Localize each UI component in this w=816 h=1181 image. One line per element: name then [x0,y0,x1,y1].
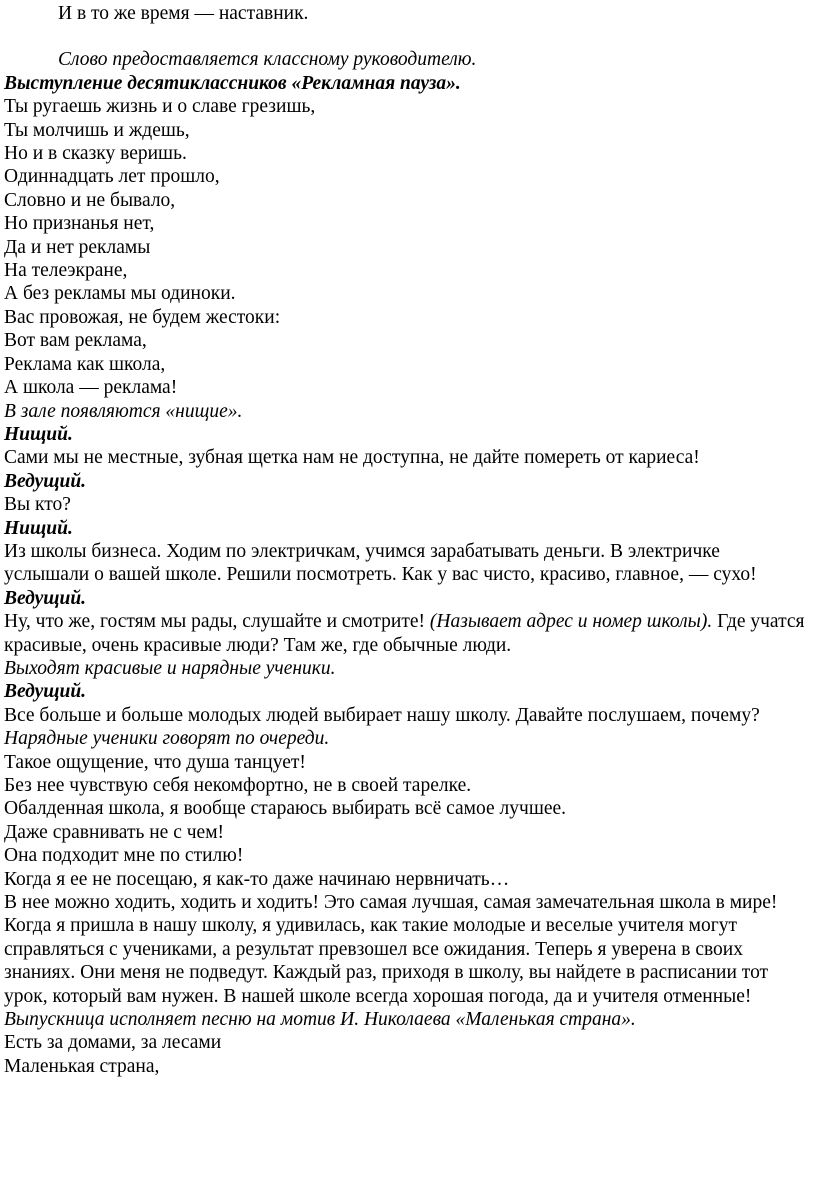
speaker-label: Ведущий. [4,470,87,492]
poem-line: Словно и не бывало, [4,189,176,211]
speaker-label: Нищий. [4,423,73,445]
stage-direction: Слово предоставляется классному руководителю. [58,49,477,71]
poem-line: А без рекламы мы одиноки. [4,283,236,305]
dialogue-line: Вы кто? [4,494,71,516]
dialogue-line: Из школы бизнеса. Ходим по электричкам, учимся зарабатывать деньги. В электричке услышали о вашей школе. Решили посмотреть. Как у вас чисто, красиво, главное, — сухо! [4,540,757,586]
dialogue-line: Когда я ее не посещаю, я как-то даже начинаю нервничать… [4,868,510,890]
speaker-label: Нищий. [4,517,73,539]
poem-line: Да и нет рекламы [4,236,151,258]
stage-direction: В зале появляются «нищие». [4,400,243,422]
text-line: И в то же время — наставник. [58,3,309,24]
dialogue-line: В нее можно ходить, ходить и ходить! Это самая лучшая, самая замечательная школа в мире! [4,892,778,914]
dialogue-line: Все больше и больше молодых людей выбирает нашу школу. Давайте послушаем, почему? [4,704,760,726]
dialogue-line: Обалденная школа, я вообще стараюсь выбирать всё самое лучшее. [4,798,567,820]
speaker-label: Ведущий. [4,681,87,703]
dialogue-text: Ну, что же, гостям мы рады, слушайте и смотрите! [4,611,430,633]
speaker-label: Ведущий. [4,587,87,609]
dialogue-text: Где учатся красивые, очень красивые люди? Там же, где обычные люди. [4,611,805,656]
inline-stage-direction: (Называет адрес и номер школы). [429,611,713,633]
poem-line: Но и в сказку веришь. [4,143,187,165]
dialogue-line: Когда я пришла в нашу школу, я удивилась, как такие молодые и веселые учителя могут справляться с учениками, а результат превзошел все ожидания. Теперь я уверена в своих знаниях. Они меня не подведут. Каждый раз, приходя в школу, вы найдете в расписании тот урок, который вам нужен. В нашей школе всегда хорошая погода, да и учителя отменные! [4,915,769,1007]
song-line: Маленькая страна, [4,1055,160,1077]
poem-line: Ты ругаешь жизнь и о славе грезишь, [4,96,316,118]
dialogue-line [0,610,816,657]
dialogue-line: Такое ощущение, что душа танцует! [4,751,306,773]
poem-line: Одиннадцать лет прошло, [4,166,220,188]
section-heading: Выступление десятиклассников «Рекламная пауза». [4,72,461,94]
poem-line: Реклама как школа, [4,353,166,375]
poem-line: Вас провожая, не будем жестоки: [4,306,281,328]
poem-line: На телеэкране, [4,260,128,282]
song-line: Есть за домами, за лесами [4,1032,222,1054]
dialogue-line: Сами мы не местные, зубная щетка нам не доступна, не дайте помереть от кариеса! [4,447,700,469]
dialogue-line: Она подходит мне по стилю! [4,845,244,867]
stage-direction: Выходят красивые и нарядные ученики. [4,657,336,679]
stage-direction: Нарядные ученики говорят по очереди. [4,728,330,750]
dialogue-line: Без нее чувствую себя некомфортно, не в своей тарелке. [4,775,472,796]
stage-direction: Выпускница исполняет песню на мотив И. Николаева «Маленькая страна». [4,1009,636,1031]
dialogue-line: Даже сравнивать не с чем! [4,821,225,843]
poem-line: Но признанья нет, [4,213,155,235]
poem-line: А школа — реклама! [4,377,178,399]
poem-line: Ты молчишь и ждешь, [4,119,190,141]
poem-line: Вот вам реклама, [4,330,147,352]
